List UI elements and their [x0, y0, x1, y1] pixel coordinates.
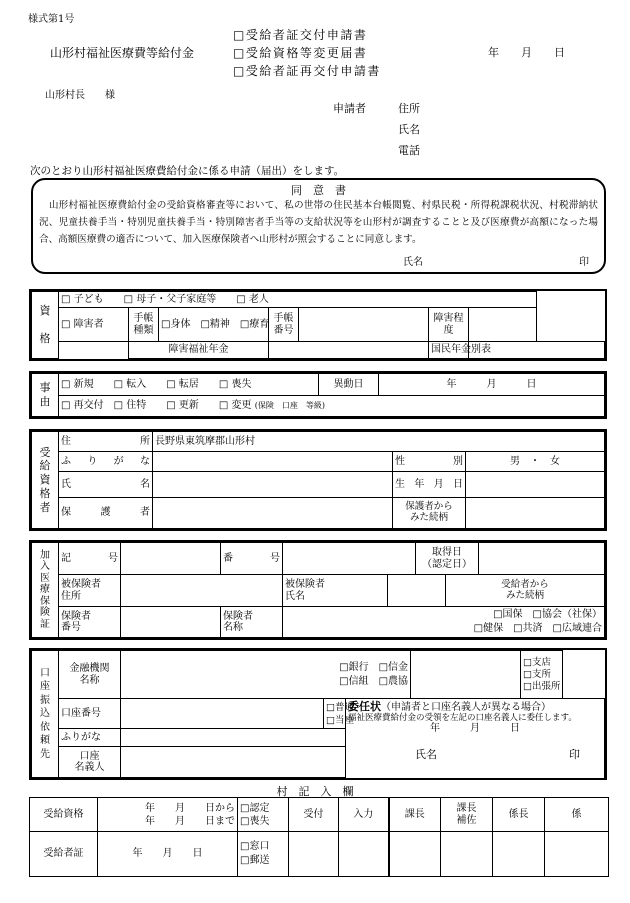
guardian-label: 保護者 — [59, 498, 153, 529]
office-deputy-stamp[interactable] — [441, 832, 493, 877]
insurance-section — [29, 540, 607, 640]
applicant-label: 申請者 — [333, 102, 366, 115]
number-label: 番号 — [221, 543, 283, 575]
applicant-phone-label: 電話 — [398, 144, 420, 157]
pension-type-label: 国民年金別表 — [429, 342, 469, 359]
proxy-section: 委任状（申請者と口座名義人が異なる場合） 福祉医療費給付金の受領を左記の口座名義人に委任します。 年 月 日 氏名 印 — [346, 699, 605, 778]
account-no-label: 口座番号 — [59, 699, 121, 729]
disability-pension-label: 障害福祉年金 — [129, 342, 269, 359]
insured-address-field[interactable] — [121, 575, 283, 607]
insured-relation-label: 受給者から みた続柄 — [446, 575, 605, 607]
office-input-stamp[interactable] — [339, 832, 389, 877]
proxy-seal: 印 — [569, 747, 580, 761]
addressee: 山形村長 様 — [45, 90, 115, 101]
recipient-section — [29, 429, 607, 531]
account-no-field[interactable] — [121, 699, 324, 729]
recipient-name-field[interactable] — [153, 472, 393, 498]
recipient-address-field[interactable]: 長野県東筑摩郡山形村 — [153, 432, 605, 452]
consent-box — [31, 178, 606, 274]
change-date-field[interactable]: 年 月 日 — [379, 374, 605, 396]
sex-label: 性別 — [393, 452, 466, 472]
notebook-type-label: 手帳種類 — [129, 308, 159, 342]
option-change-notification[interactable]: □受給資格等変更届書 — [233, 46, 368, 60]
holder-furigana-field[interactable] — [121, 729, 346, 747]
single-parent-checkbox[interactable]: □ 母子・父子家庭等 — [123, 293, 217, 305]
qualification-side-label: 資 格 — [32, 292, 59, 359]
office-table — [29, 797, 609, 877]
form-name: 山形村福祉医療費等給付金 — [50, 46, 195, 60]
insurer-name-label: 保険者 名称 — [221, 607, 283, 638]
office-header-chief: 課長 — [389, 798, 441, 832]
insured-name-label: 被保険者 氏名 — [283, 575, 388, 607]
reason-row-1[interactable]: □ 新規 □ 転入 □ 転居 □ 喪失 — [59, 374, 319, 396]
recipient-address-label: 住所 — [59, 432, 153, 452]
symbol-field[interactable] — [121, 543, 221, 575]
number-field[interactable] — [283, 543, 416, 575]
intro-text: 次のとおり山形村福祉医療費給付金に係る申請（届出）をします。 — [30, 165, 345, 177]
qualification-section — [29, 289, 607, 361]
applicant-name-label: 氏名 — [398, 123, 420, 136]
recipient-name-label: 氏名 — [59, 472, 153, 498]
insured-address-label: 被保険者 住所 — [59, 575, 121, 607]
child-checkbox[interactable]: □ 子ども — [61, 293, 104, 305]
acquired-field[interactable] — [479, 543, 605, 575]
bank-side-label: 口 座 振 込 依 頼 先 — [32, 651, 59, 778]
branch-field[interactable] — [411, 651, 521, 699]
office-header-section-chief: 係長 — [493, 798, 545, 832]
office-header-input: 入力 — [339, 798, 389, 832]
office-cert-date[interactable]: 年 月 日 — [98, 832, 238, 877]
consent-title: 同 意 書 — [291, 184, 346, 197]
change-date-label: 異動日 — [319, 374, 379, 396]
institution-field[interactable]: □銀行 □信金 □信組 □農協 — [121, 651, 411, 699]
application-date[interactable]: 年 月 日 — [488, 46, 565, 59]
account-type-checkboxes[interactable]: □普通 □当座 — [324, 699, 346, 729]
reason-section — [29, 371, 607, 419]
sex-field[interactable]: 男 ・ 女 — [466, 452, 605, 472]
office-header-deputy: 課長 補佐 — [441, 798, 493, 832]
option-issue-application[interactable]: □受給者証交付申請書 — [233, 28, 368, 42]
disability-pension-field[interactable] — [269, 342, 429, 359]
proxy-date[interactable]: 年 月 日 — [430, 723, 520, 735]
guardian-relation-label: 保護者から みた続柄 — [393, 498, 466, 529]
office-qual-label: 受給資格 — [30, 798, 98, 832]
office-qual-period[interactable]: 年 月 日から 年 月 日まで — [98, 798, 238, 832]
notebook-types[interactable]: □身体 □精神 □療育 — [159, 308, 269, 342]
notebook-no-label: 手帳番号 — [269, 308, 299, 342]
office-staff-stamp[interactable] — [545, 832, 609, 877]
disability-degree-field[interactable] — [469, 308, 537, 342]
branch-checkboxes[interactable]: □支店 □支所 □出張所 — [521, 651, 563, 699]
office-reception-stamp[interactable] — [289, 832, 339, 877]
birth-field[interactable] — [466, 472, 605, 498]
guardian-field[interactable] — [153, 498, 393, 529]
insurer-no-label: 保険者 番号 — [59, 607, 121, 638]
guardian-relation-field[interactable] — [466, 498, 605, 529]
consent-seal: 印 — [579, 257, 589, 268]
disabled-checkbox[interactable]: □ 障害者 — [59, 308, 129, 342]
recipient-side-label: 受 給 資 格 者 — [32, 432, 59, 529]
institution-label: 金融機関 名称 — [59, 651, 121, 699]
holder-field[interactable] — [121, 747, 346, 778]
holder-label: 口座 名義人 — [59, 747, 121, 778]
consent-body: 山形村福祉医療費給付金の受給資格審査等において、私の世帯の住民基本台帳閲覧、村県民税・所得税課税状況、村税滞納状況、児童扶養手当・特別児童扶養手当・特別障害者手当等の支給状況等を山形村が調査することと及び医療費が高額になった場合、高額医療費の適否について、加入医療保険者へ山形村が照会することに同意します。 — [39, 200, 598, 245]
holder-furigana-label: ふりがな — [59, 729, 121, 747]
office-approve[interactable]: □認定 □喪失 — [238, 798, 289, 832]
elderly-checkbox[interactable]: □ 老人 — [236, 293, 269, 305]
notebook-no-field[interactable] — [299, 308, 429, 342]
bank-section — [29, 648, 607, 780]
office-delivery[interactable]: □窓口 □郵送 — [238, 832, 289, 877]
office-chief-stamp[interactable] — [389, 832, 441, 877]
reason-side-label: 事 由 — [32, 374, 59, 417]
consent-name-label: 氏名 — [403, 257, 423, 268]
qualification-type-row[interactable] — [59, 292, 537, 308]
proxy-name-label: 氏名 — [415, 747, 437, 761]
reason-row-2[interactable]: □ 再交付 □ 住特 □ 更新 □ 変更 (保険 口座 等級) — [59, 395, 605, 417]
symbol-label: 記号 — [59, 543, 121, 575]
recipient-furigana-field[interactable] — [153, 452, 393, 472]
insured-name-field[interactable] — [388, 575, 446, 607]
recipient-furigana-label: ふりがな — [59, 452, 153, 472]
office-header-reception: 受付 — [289, 798, 339, 832]
disability-degree-label: 障害程度 — [429, 308, 469, 342]
acquired-label: 取得日 （認定日） — [416, 543, 479, 575]
option-reissue-application[interactable]: □受給者証再交付申請書 — [233, 64, 381, 78]
office-title: 村 記 入 欄 — [276, 785, 354, 798]
office-header-staff: 係 — [545, 798, 609, 832]
office-cert-label: 受給者証 — [30, 832, 98, 877]
insurance-side-label: 加 入 医 療 保 険 証 — [32, 543, 59, 638]
birth-label: 生年月日 — [393, 472, 466, 498]
form-number: 様式第1号 — [28, 14, 75, 25]
office-section-chief-stamp[interactable] — [493, 832, 545, 877]
applicant-address-label: 住所 — [398, 102, 420, 115]
insurer-no-field[interactable] — [121, 607, 221, 638]
insurance-type-checkboxes[interactable]: □国保 □協会（社保） □健保 □共済 □広域連合 — [283, 607, 605, 638]
